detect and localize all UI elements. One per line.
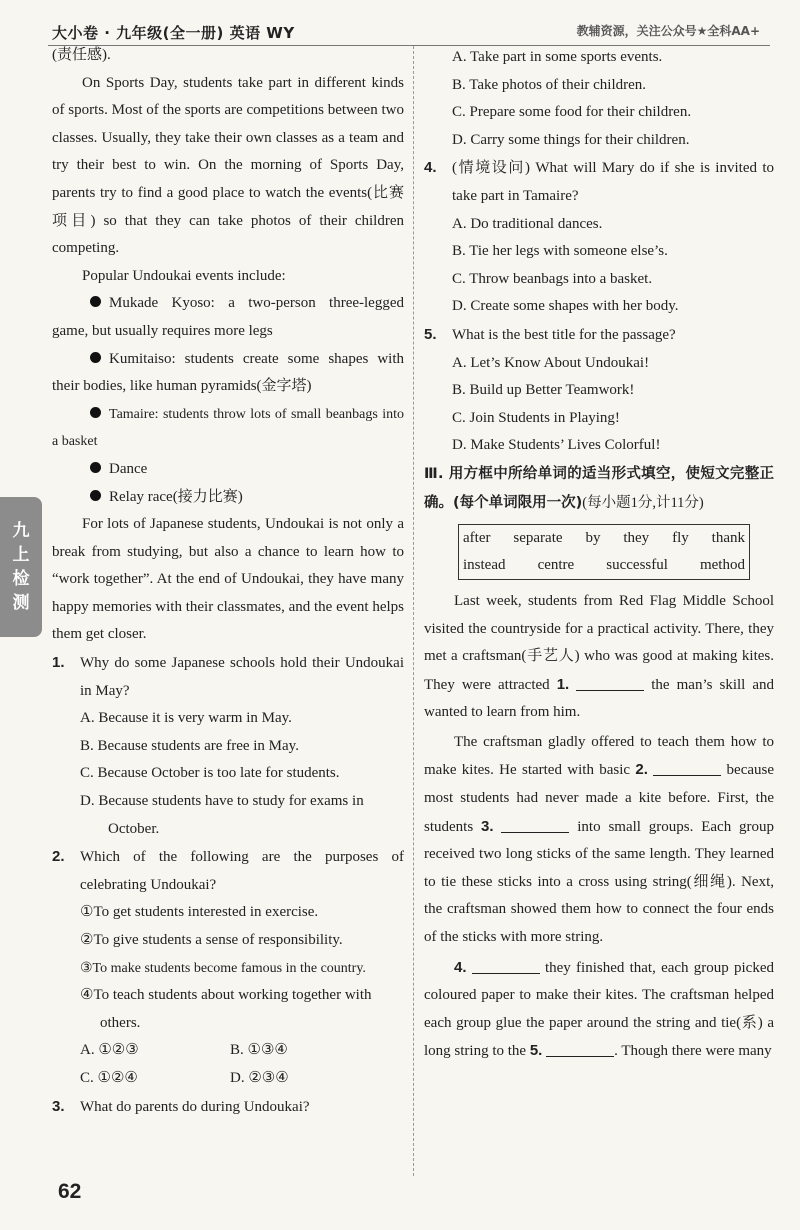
paragraph: For lots of Japanese students, Undoukai is not only a break from studying, but also a chance to learn how to “work together”. At the end of Undoukai, they have many happy memories with their classmates, and the event helps them get closer.	[52, 516, 404, 643]
blank-number: 1.	[556, 675, 570, 693]
side-tab-char: 测	[12, 593, 30, 613]
paragraph: On Sports Day, students take part in different kinds of sports. Most of the sports are competitions between two classes. Usually, they take their own classes as a team and try their best to win. On the morning of Sports Day, parents try to find a good place to watch the events(比赛项目) so that they can take photos of their children competing.	[52, 74, 404, 257]
blank-number: 4.	[454, 958, 467, 976]
option[interactable]: B. Take photos of their children.	[452, 76, 647, 93]
option-row	[52, 1037, 404, 1065]
passage-paragraph: Last week, students from Red Flag Middle School visited the countryside for a practical activity. There, they met a craftsman(手艺人) who was good at making kites. They were attracted 1. the man’s skill and wanted to learn from him.	[424, 592, 775, 721]
word: fly	[672, 529, 689, 546]
word-box	[458, 524, 750, 580]
option[interactable]: D. Because students have to study for exams in October.	[80, 793, 364, 837]
question-number: 5.	[424, 325, 437, 343]
option[interactable]: B. Build up Better Teamwork!	[452, 382, 635, 399]
word: they	[623, 529, 650, 546]
word: by	[585, 529, 601, 546]
left-column	[52, 42, 404, 1121]
bullet-item: Relay race(接力比赛)	[52, 484, 404, 512]
question-number: 1.	[52, 654, 65, 672]
option[interactable]: C. Throw beanbags into a basket.	[452, 270, 653, 287]
question-number: 4.	[424, 159, 437, 177]
statement-item: ②To give students a sense of responsibility.	[80, 932, 343, 948]
question-number: 3.	[52, 1097, 65, 1115]
paragraph: Popular Undoukai events include:	[82, 267, 286, 284]
header-title: 大小卷 · 九年级(全一册) 英语 WY	[52, 24, 295, 42]
option[interactable]: A. Because it is very warm in May.	[80, 710, 292, 727]
top-fragment: (责任感).	[52, 47, 111, 63]
right-column	[424, 44, 774, 1066]
header-promo: 教辅资源，关注公众号★全科AA+	[576, 24, 760, 38]
word: method	[699, 556, 745, 573]
question-5: 5. What is the best title for the passage?	[424, 321, 774, 350]
blank-5[interactable]	[546, 1042, 614, 1057]
bullet-item: Kumitaiso: students create some shapes with their bodies, like human pyramids(金字塔)	[52, 350, 404, 395]
bullet-icon	[90, 407, 101, 418]
blank-2[interactable]	[653, 761, 721, 776]
blank-number: 2.	[635, 761, 648, 779]
question-1: 1. Why do some Japanese schools hold their Undoukai in May?	[52, 649, 404, 705]
blank-1[interactable]	[576, 676, 644, 691]
word-row	[463, 552, 745, 579]
word-row	[463, 525, 745, 552]
word: after	[463, 529, 491, 546]
bullet-icon	[90, 462, 101, 473]
option[interactable]: B. Tie her legs with someone else’s.	[452, 243, 668, 260]
bullet-item: Dance	[52, 456, 404, 484]
question-3: 3. What do parents do during Undoukai?	[52, 1093, 404, 1122]
bullet-item: Mukade Kyoso: a two-person three-legged game, but usually requires more legs	[52, 295, 404, 339]
option[interactable]: D. ②③④	[230, 1069, 289, 1086]
option[interactable]: C. ①②④	[80, 1069, 138, 1086]
side-tab-char: 九	[12, 521, 30, 541]
passage-paragraph: 4. they finished that, each group picked coloured paper to make their kites. The craftsman helped each group glue the paper around the string and tie(系) a long string to the 5. . Though there were many	[424, 958, 774, 1060]
word: instead	[463, 556, 506, 573]
word: thank	[711, 529, 745, 546]
option[interactable]: B. ①③④	[230, 1042, 288, 1059]
bullet-icon	[90, 296, 101, 307]
bullet-item: Tamaire: students throw lots of small beanbags into a basket	[52, 406, 404, 450]
statement-item: ①To get students interested in exercise.	[80, 904, 319, 921]
statement-item: ③To make students become famous in the country.	[80, 960, 366, 976]
statement-item: ④To teach students about working together with others.	[80, 987, 372, 1031]
option[interactable]: D. Create some shapes with her body.	[452, 298, 679, 315]
word: centre	[537, 556, 575, 573]
side-tab-char: 检	[12, 569, 30, 589]
side-tab	[0, 497, 42, 637]
bullet-icon	[90, 352, 101, 363]
option[interactable]: A. Do traditional dances.	[452, 215, 603, 232]
option[interactable]: B. Because students are free in May.	[80, 737, 299, 754]
blank-3[interactable]	[501, 818, 569, 833]
question-4: 4. (情境设问) What will Mary do if she is invited to take part in Tamaire?	[424, 154, 774, 210]
bullet-icon	[90, 490, 101, 501]
question-number: 2.	[52, 848, 65, 866]
section-title: Ⅲ. 用方框中所给单词的适当形式填空，使短文完整正确。(每个单词限用一次)(每小题1分,计11分)	[424, 465, 774, 511]
blank-4[interactable]	[472, 959, 540, 974]
question-2: 2. Which of the following are the purposes of celebrating Undoukai?	[52, 843, 404, 899]
column-divider	[413, 46, 414, 1176]
side-tab-char: 上	[12, 545, 30, 565]
blank-number: 5.	[529, 1042, 543, 1060]
option[interactable]: C. Because October is too late for students.	[80, 765, 340, 782]
word: successful	[606, 556, 668, 573]
option[interactable]: C. Join Students in Playing!	[452, 409, 620, 426]
option[interactable]: A. Take part in some sports events.	[452, 49, 663, 65]
passage-paragraph: The craftsman gladly offered to teach them how to make kites. He started with basic 2. because most students had never made a kite before. First, the students 3. into small groups. Each group received two long sticks of the same length. They learned to tie these sticks into a cross using string(细绳). Next, the craftsman showed them how to connect the four ends of the sticks with more string.	[424, 733, 775, 946]
option[interactable]: D. Make Students’ Lives Colorful!	[452, 437, 661, 454]
option-row	[52, 1065, 404, 1093]
option[interactable]: C. Prepare some food for their children.	[452, 104, 692, 121]
word: separate	[513, 529, 563, 546]
option[interactable]: A. Let’s Know About Undoukai!	[452, 354, 650, 371]
page-number: 62	[58, 1180, 82, 1203]
option[interactable]: A. ①②③	[80, 1042, 139, 1059]
blank-number: 3.	[481, 817, 494, 835]
option[interactable]: D. Carry some things for their children.	[452, 131, 690, 148]
